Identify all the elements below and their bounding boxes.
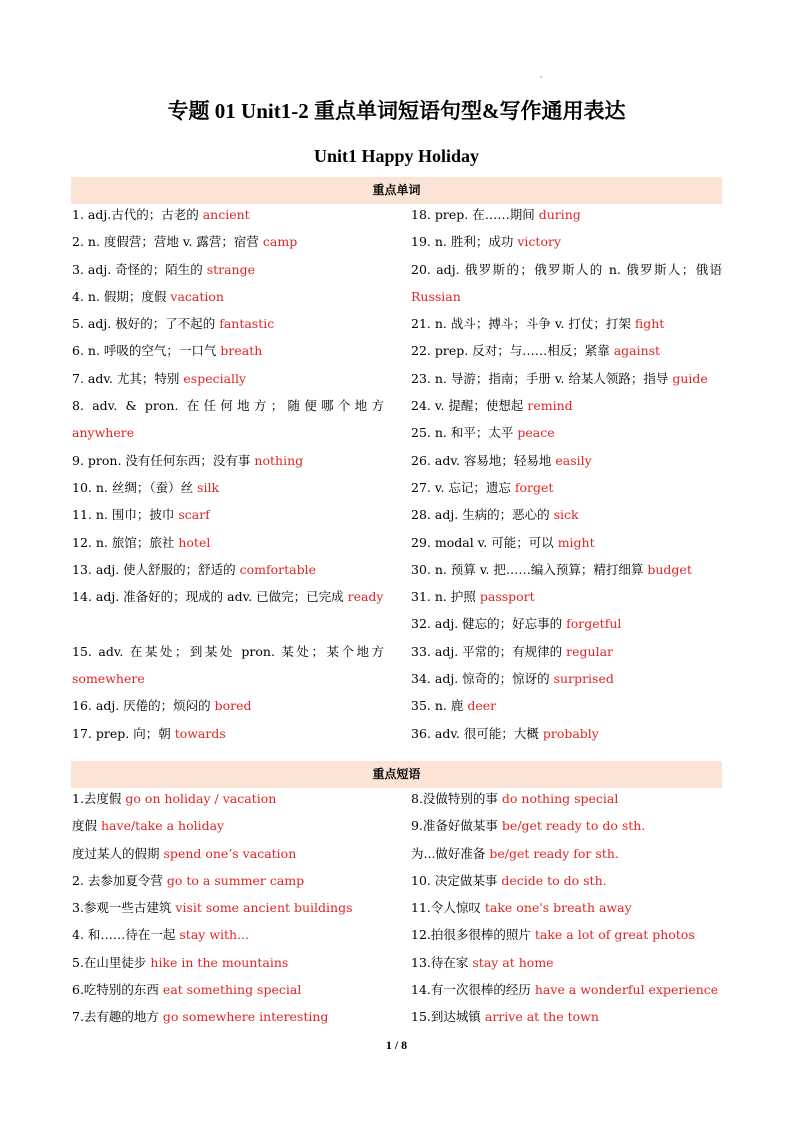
word-item	[72, 392, 384, 447]
word-item	[411, 474, 722, 501]
word-definition: adj. 使人舒服的；舒适的	[95, 561, 236, 577]
phrases-right-column	[411, 785, 722, 1031]
phrase-english: spend one’s vacation	[163, 845, 297, 861]
phrase-english: take one's breath away	[484, 900, 632, 916]
word-definition: adj. 生病的；恶心的	[434, 507, 550, 523]
word-definition: n. 丝绸；（蚕）丝	[95, 479, 194, 495]
word-english: guide	[672, 370, 708, 386]
word-number: 24.	[411, 398, 431, 414]
word-definition: adj. 平常的；有规律的	[434, 643, 563, 659]
word-number: 27.	[411, 479, 431, 495]
phrase-english: eat something special	[162, 982, 302, 998]
phrase-english: be/get ready to do sth.	[501, 818, 646, 834]
word-item	[72, 501, 384, 528]
phrase-item	[72, 785, 402, 812]
word-item	[411, 310, 722, 337]
page-title: 专题 01 Unit1-2 重点单词短语句型&写作通用表达	[167, 99, 626, 123]
phrase-item	[411, 894, 722, 921]
word-english: peace	[517, 425, 555, 441]
word-english: forget	[514, 479, 554, 495]
word-definition: n. 呼吸的空气；一口气	[87, 343, 217, 359]
word-number: 30.	[411, 561, 431, 577]
phrase-english: have a wonderful experience	[534, 982, 719, 998]
word-english: ancient	[202, 207, 250, 222]
word-item	[411, 638, 722, 665]
phrase-english: visit some ancient buildings	[175, 900, 353, 916]
word-english: especially	[183, 370, 247, 386]
word-number: 22.	[411, 343, 431, 359]
word-english: easily	[555, 452, 592, 468]
word-item	[411, 228, 722, 255]
word-number: 9.	[72, 452, 84, 468]
word-number: 35.	[411, 698, 431, 714]
word-definition: adv. 很可能；大概	[434, 725, 539, 741]
phrase-english: do nothing special	[501, 791, 619, 806]
phrase-item	[411, 785, 722, 812]
phrase-english: go somewhere interesting	[162, 1009, 329, 1025]
word-item	[411, 256, 722, 311]
word-number: 32.	[411, 616, 431, 632]
word-english: strange	[206, 261, 256, 277]
word-definition: adj. 惊奇的；惊讶的	[434, 671, 550, 687]
word-definition: modal v. 可能；可以	[434, 534, 554, 550]
word-item	[72, 583, 384, 638]
phrase-english: go to a summer camp	[166, 872, 305, 888]
word-definition: adj. 俄罗斯的；俄罗斯人的 n. 俄罗斯人；俄语	[436, 261, 722, 277]
phrase-chinese: 4. 和……待在一起	[72, 927, 176, 943]
word-english: comfortable	[239, 561, 317, 577]
word-item	[411, 610, 722, 637]
phrase-item	[411, 976, 722, 1003]
phrases-left-column	[72, 785, 402, 1031]
word-definition: adj. 极好的；了不起的	[87, 316, 216, 332]
word-item	[72, 310, 384, 337]
phrase-english: arrive at the town	[484, 1009, 599, 1025]
word-english: deer	[467, 698, 497, 714]
word-definition: v. 提醒；使想起	[434, 398, 524, 414]
word-english: towards	[174, 725, 226, 741]
word-definition: adj. 奇怪的；陌生的	[87, 261, 203, 277]
phrase-chinese: 7.去有趣的地方	[72, 1009, 159, 1025]
word-number: 7.	[72, 370, 84, 386]
word-number: 15.	[72, 643, 92, 659]
phrase-item	[411, 867, 722, 894]
word-number: 6.	[72, 343, 84, 359]
phrase-english: stay at home	[472, 954, 554, 970]
word-definition: adv. 尤其；特别	[87, 370, 180, 386]
phrase-chinese: 为...做好准备	[411, 845, 486, 861]
word-item	[411, 529, 722, 556]
word-item	[72, 337, 384, 364]
word-definition: n. 鹿	[434, 698, 464, 714]
word-definition: n. 度假营；营地 v. 露营；宿营	[87, 234, 259, 250]
word-english: during	[538, 207, 581, 222]
phrase-chinese: 9.准备好做某事	[411, 818, 498, 834]
word-english: passport	[479, 589, 535, 605]
word-item	[72, 201, 384, 228]
word-item	[411, 692, 722, 719]
word-definition: adv. & pron. 在任何地方；随便哪个地方	[92, 398, 384, 414]
word-english: anywhere	[72, 425, 135, 441]
word-english: silk	[197, 479, 220, 495]
word-item	[411, 419, 722, 446]
word-number: 2.	[72, 234, 84, 250]
word-number: 11.	[72, 507, 92, 523]
phrase-chinese: 6.吃特别的东西	[72, 982, 159, 998]
word-number: 29.	[411, 534, 431, 550]
word-english: hotel	[178, 534, 211, 550]
word-item	[411, 665, 722, 692]
word-english: remind	[527, 398, 573, 414]
word-definition: n. 旅馆；旅社	[95, 534, 175, 550]
word-english: Russian	[411, 288, 461, 304]
word-english: camp	[262, 234, 298, 250]
phrase-item	[72, 976, 402, 1003]
word-item	[72, 692, 384, 719]
word-number: 16.	[72, 698, 92, 714]
word-number: 4.	[72, 288, 84, 304]
phrase-chinese: 1.去度假	[72, 791, 122, 806]
word-number: 12.	[72, 534, 92, 550]
word-definition: n. 围巾；披巾	[95, 507, 175, 523]
word-definition: adv. 在某处；到某处 pron. 某处；某个地方	[98, 643, 384, 659]
word-english: fantastic	[219, 316, 275, 332]
phrase-english: hike in the mountains	[150, 954, 289, 970]
word-definition: adj. 健忘的；好忘事的	[434, 616, 563, 632]
page-number: 1 / 8	[385, 1038, 408, 1052]
phrase-english: have/take a holiday	[101, 818, 225, 834]
word-item	[411, 201, 722, 228]
decorative-dot	[540, 76, 542, 78]
word-item	[72, 720, 384, 747]
word-item	[72, 638, 384, 693]
phrase-chinese: 13.待在家	[411, 954, 469, 970]
words-section-header: 重点单词	[71, 177, 722, 204]
words-right-column	[411, 201, 722, 747]
word-number: 26.	[411, 452, 431, 468]
phrase-item	[411, 1003, 722, 1030]
word-english: scarf	[178, 507, 210, 523]
phrase-item	[72, 1003, 402, 1030]
word-number: 13.	[72, 561, 92, 577]
word-item	[72, 447, 384, 474]
word-english: bored	[214, 698, 252, 714]
word-number: 17.	[72, 725, 92, 741]
words-left-column	[72, 201, 384, 747]
word-item	[411, 365, 722, 392]
word-number: 1.	[72, 207, 84, 222]
word-item	[411, 583, 722, 610]
word-english: sick	[553, 507, 579, 523]
phrase-chinese: 度过某人的假期	[72, 845, 160, 861]
phrase-item	[411, 949, 722, 976]
phrase-chinese: 10. 决定做某事	[411, 872, 498, 888]
phrase-item	[72, 867, 402, 894]
word-number: 21.	[411, 316, 431, 332]
word-english: surprised	[553, 671, 614, 687]
word-definition: n. 和平；太平	[434, 425, 514, 441]
word-number: 19.	[411, 234, 431, 250]
word-english: might	[557, 534, 595, 550]
word-number: 36.	[411, 725, 431, 741]
word-definition: adj. 准备好的；现成的 adv. 已做完；已完成	[95, 589, 344, 605]
phrases-section-header: 重点短语	[71, 761, 722, 788]
phrase-chinese: 14.有一次很棒的经历	[411, 982, 531, 998]
phrase-item	[411, 840, 722, 867]
phrase-chinese: 15.到达城镇	[411, 1009, 481, 1025]
word-definition: adj. 厌倦的；烦闷的	[95, 698, 211, 714]
phrase-chinese: 11.令人惊叹	[411, 900, 481, 916]
phrase-item	[72, 894, 402, 921]
phrase-item	[72, 949, 402, 976]
phrase-item	[411, 812, 722, 839]
word-english: victory	[517, 234, 562, 250]
word-number: 18.	[411, 207, 431, 222]
phrase-item	[411, 921, 722, 948]
word-item	[411, 556, 722, 583]
phrase-chinese: 3.参观一些古建筑	[72, 900, 172, 916]
word-definition: prep. 向；朝	[95, 725, 171, 741]
word-item	[411, 392, 722, 419]
word-definition: n. 护照	[434, 589, 476, 605]
word-definition: n. 预算 v. 把……编入预算；精打细算	[434, 561, 644, 577]
word-number: 28.	[411, 507, 431, 523]
word-english: vacation	[170, 288, 224, 304]
phrase-english: be/get ready for sth.	[489, 845, 619, 861]
phrase-chinese: 12.拍很多很棒的照片	[411, 927, 531, 943]
word-english: breath	[220, 343, 263, 359]
word-number: 23.	[411, 370, 431, 386]
word-definition: prep. 反对；与……相反；紧靠	[434, 343, 610, 359]
phrase-item	[72, 812, 402, 839]
word-item	[72, 256, 384, 283]
word-number: 5.	[72, 316, 84, 332]
unit-title: Unit1 Happy Holiday	[313, 146, 480, 166]
word-english: forgetful	[566, 616, 622, 632]
phrase-item	[72, 840, 402, 867]
word-item	[411, 720, 722, 747]
word-item	[72, 529, 384, 556]
word-english: nothing	[254, 452, 304, 468]
word-item	[72, 283, 384, 310]
word-english: fight	[634, 316, 665, 332]
word-number: 14.	[72, 589, 92, 605]
word-definition: n. 胜利；成功	[434, 234, 514, 250]
phrase-english: go on holiday / vacation	[125, 791, 277, 806]
word-definition: adv. 容易地；轻易地	[434, 452, 552, 468]
word-item	[72, 365, 384, 392]
word-number: 10.	[72, 479, 92, 495]
phrase-chinese: 5.在山里徒步	[72, 954, 147, 970]
phrase-chinese: 8.没做特别的事	[411, 791, 498, 806]
word-definition: n. 假期；度假	[87, 288, 167, 304]
phrase-chinese: 度假	[72, 818, 98, 834]
phrase-english: decide to do sth.	[501, 872, 607, 888]
phrase-english: stay with...	[179, 927, 250, 943]
word-item	[411, 447, 722, 474]
word-item	[411, 501, 722, 528]
word-english: regular	[566, 643, 613, 659]
word-definition: n. 导游；指南；手册 v. 给某人领路；指导	[434, 370, 669, 386]
word-number: 33.	[411, 643, 431, 659]
word-english: ready	[347, 589, 384, 605]
word-english: against	[613, 343, 661, 359]
phrase-chinese: 2. 去参加夏令营	[72, 872, 163, 888]
phrase-item	[72, 921, 402, 948]
word-number: 3.	[72, 261, 84, 277]
word-definition: pron. 没有任何东西；没有事	[87, 452, 251, 468]
word-english: budget	[647, 561, 692, 577]
word-english: somewhere	[72, 671, 145, 687]
word-number: 25.	[411, 425, 431, 441]
word-number: 8.	[72, 398, 84, 414]
phrase-english: take a lot of great photos	[534, 927, 695, 943]
word-item	[72, 228, 384, 255]
word-definition: adj.古代的；古老的	[87, 207, 199, 222]
word-number: 34.	[411, 671, 431, 687]
word-english: probably	[542, 725, 599, 741]
word-definition: n. 战斗；搏斗；斗争 v. 打仗；打架	[434, 316, 631, 332]
word-definition: prep. 在……期间	[434, 207, 535, 222]
word-item	[72, 474, 384, 501]
word-number: 20.	[411, 261, 431, 277]
word-item	[411, 337, 722, 364]
word-number: 31.	[411, 589, 431, 605]
word-definition: v. 忘记；遗忘	[434, 479, 511, 495]
word-item	[72, 556, 384, 583]
